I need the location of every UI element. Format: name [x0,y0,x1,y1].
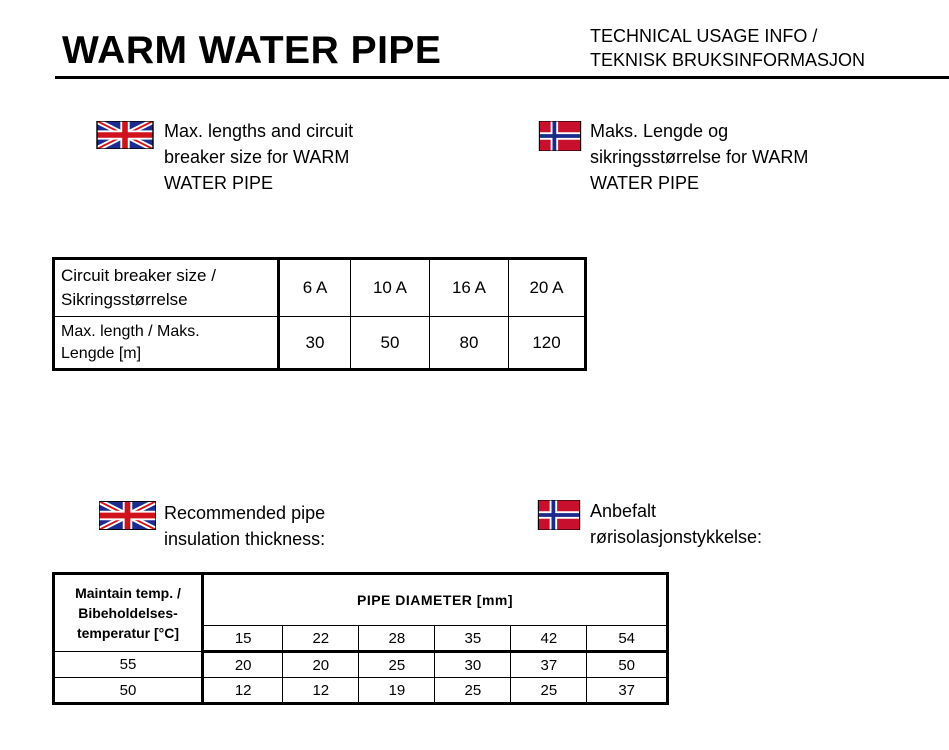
table-cell: 12 [203,678,283,704]
temp-header [54,574,203,652]
header-line: Bibeholdelses- [78,605,178,621]
table-row [54,652,668,678]
table-cell: 20 A [509,259,586,317]
table-cell: 20 [283,652,359,678]
caption-line: WATER PIPE [164,173,274,193]
table-cell: 55 [54,652,203,678]
table-cell: 20 [203,652,283,678]
row-label [54,259,279,317]
subtitle-line: TECHNICAL USAGE INFO / [590,26,818,46]
section1-caption-en [164,118,353,196]
table-cell: 50 [587,652,668,678]
section2-caption-no [590,498,762,550]
page-title: WARM WATER PIPE [62,29,442,72]
header-line: temperatur [°C] [76,625,180,641]
table-cell: 30 [279,317,351,370]
table-cell: 25 [511,678,587,704]
page-subtitle [590,24,865,72]
label-line: Max. length / Maks. [61,322,200,340]
label-line: Circuit breaker size / [61,266,216,285]
table-cell: 42 [511,626,587,652]
caption-line: Max. lengths and circuit [164,121,354,141]
breaker-length-table [52,257,587,371]
section2-caption-en [164,500,325,552]
label-line: Sikringsstørrelse [61,290,188,309]
norway-flag-icon [536,500,582,530]
table-row [54,574,668,626]
table-cell: 120 [509,317,586,370]
caption-line: insulation thickness: [164,529,326,549]
insulation-thickness-table [52,572,669,705]
caption-line: Maks. Lengde og [590,121,729,141]
table-cell: 37 [511,652,587,678]
header-line: Maintain temp. / [75,585,181,601]
uk-flag-icon [99,501,156,530]
table-row [54,259,586,317]
table-cell: 25 [359,652,435,678]
caption-line: WATER PIPE [590,173,700,193]
table-row [54,317,586,370]
pipe-diameter-header: PIPE DIAMETER [mm] [203,574,668,626]
caption-line: breaker size for WARM [164,147,350,167]
table-cell: 6 A [279,259,351,317]
table-cell: 22 [283,626,359,652]
caption-line: rørisolasjonstykkelse: [590,527,763,547]
table-cell: 35 [435,626,511,652]
table-cell: 15 [203,626,283,652]
label-line: Lengde [m] [61,344,142,362]
subtitle-line: TEKNISK BRUKSINFORMASJON [590,50,866,70]
table-cell: 12 [283,678,359,704]
caption-line: Anbefalt [590,501,657,521]
table-cell: 10 A [351,259,430,317]
table-cell: 50 [351,317,430,370]
caption-line: Recommended pipe [164,503,326,523]
table-cell: 50 [54,678,203,704]
norway-flag-icon [538,121,582,151]
section1-caption-no [590,118,808,196]
table-cell: 28 [359,626,435,652]
table-cell: 19 [359,678,435,704]
header-divider [55,76,949,79]
caption-line: sikringsstørrelse for WARM [590,147,809,167]
table-row [54,678,668,704]
row-label [54,317,279,370]
table-cell: 25 [435,678,511,704]
table-cell: 30 [435,652,511,678]
uk-flag-icon [96,121,154,149]
table-cell: 54 [587,626,668,652]
table-cell: 37 [587,678,668,704]
table-cell: 80 [430,317,509,370]
table-cell: 16 A [430,259,509,317]
